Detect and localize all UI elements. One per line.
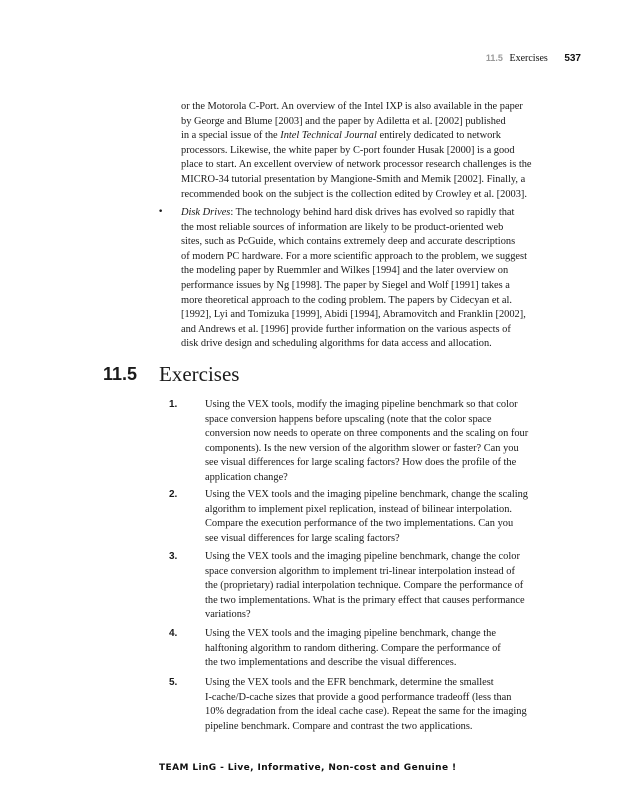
journal-title: Intel Technical Journal	[280, 130, 377, 142]
exercise-line: space conversion happens before upscaling (note that the color space	[205, 413, 492, 425]
exercise-line: Compare the execution performance of the two implementations. Can you	[205, 518, 514, 530]
exercise-text	[205, 676, 583, 734]
exercise-text	[205, 550, 583, 623]
exercise-line: Using the VEX tools and the imaging pipeline benchmark, change the	[205, 628, 496, 639]
exercise-number: 4.	[169, 628, 178, 639]
exercise-line: see visual differences for large scaling factors? How does the profile of the	[205, 457, 517, 469]
bullet-line: sites, such as PcGuide, which contains extremely deep and accurate descriptions	[181, 236, 516, 248]
exercise-text	[205, 398, 583, 486]
bullet-text: : The technology behind hard disk drives has evolved so rapidly that	[230, 207, 515, 218]
paragraph-line: MICRO-34 tutorial presentation by Mangione-Smith and Memik [2002]. Finally, a	[181, 173, 526, 185]
bullet-item-disk-drives	[181, 206, 583, 352]
bullet-term: Disk Drives	[181, 207, 231, 218]
bullet-line: disk drive design and scheduling algorithms for data access and allocation.	[181, 338, 492, 350]
exercise-text	[205, 488, 583, 546]
bullet-line	[181, 206, 583, 221]
bullet-line: and Andrews et al. [1996] provide further information on the various aspects of	[181, 323, 511, 335]
exercise-line: variations?	[205, 609, 251, 621]
paragraph-line: processors. Likewise, the white paper by C-port founder Husak [2000] is a good	[181, 144, 515, 156]
exercise-number: 5.	[169, 677, 178, 688]
exercise-number: 3.	[169, 551, 178, 562]
page-number: 537	[564, 53, 581, 64]
exercise-line: the (proprietary) radial interpolation technique. Compare the performance of	[205, 580, 524, 592]
exercise-text	[205, 627, 583, 671]
running-head-section-number: 11.5	[485, 53, 503, 63]
exercise-line: the two implementations. What is the primary effect that causes performance	[205, 594, 525, 606]
exercise-line: the two implementations and describe the visual differences.	[205, 657, 457, 669]
exercise-line: I-cache/D-cache sizes that provide a good performance tradeoff (less than	[205, 691, 512, 703]
section-number: 11.5	[103, 364, 138, 384]
bullet-line: performance issues by Ng [1998]. The paper by Siegel and Wolf [1991] takes a	[181, 279, 510, 291]
exercise-line: Using the VEX tools and the EFR benchmark, determine the smallest	[205, 677, 494, 688]
running-head	[486, 53, 581, 64]
paragraph-text: in a special issue of the	[181, 130, 281, 142]
paragraph-line: or the Motorola C-Port. An overview of the Intel IXP is also available in the paper	[181, 101, 523, 112]
exercise-line: pipeline benchmark. Compare and contrast the two applications.	[205, 720, 473, 732]
section-title: Exercises	[159, 362, 240, 386]
exercise-line: Using the VEX tools and the imaging pipeline benchmark, change the color	[205, 551, 520, 562]
paragraph-line	[181, 129, 583, 144]
exercise-line: Using the VEX tools, modify the imaging pipeline benchmark so that color	[205, 399, 518, 410]
exercise-line: see visual differences for large scaling factors?	[205, 532, 400, 544]
bullet-line: of modern PC hardware. For a more scientific approach to the problem, we suggest	[181, 250, 527, 262]
exercise-line: conversion now needs to operate on three components and the scaling on four	[205, 428, 529, 440]
continuation-paragraph	[181, 100, 583, 202]
bullet-line: [1992], Lyi and Tomizuka [1999], Abidi [1994], Abramovitch and Franklin [2002],	[181, 309, 526, 321]
exercise-line: application change?	[205, 471, 288, 483]
exercise-line: components). Is the new version of the algorithm slower or faster? Can you	[205, 442, 519, 454]
running-head-section-title: Exercises	[509, 53, 548, 64]
bullet-line: the most reliable sources of information are likely to be product-oriented web	[181, 221, 504, 233]
bullet-line: more theoretical approach to the coding problem. The papers by Cidecyan et al.	[181, 294, 513, 306]
bullet-mark: •	[158, 207, 164, 217]
paragraph-line: recommended book on the subject is the collection edited by Crowley et al. [2003].	[181, 188, 527, 200]
footer-watermark: TEAM LinG - Live, Informative, Non-cost and Genuine !	[159, 763, 457, 773]
exercise-line: 10% degradation from the ideal cache case). Repeat the same for the imaging	[205, 706, 527, 718]
exercise-number: 1.	[169, 399, 178, 410]
exercise-number: 2.	[169, 489, 178, 500]
paragraph-line: place to start. An excellent overview of network processor research challenges is the	[181, 159, 532, 171]
exercise-line: Using the VEX tools and the imaging pipeline benchmark, change the scaling	[205, 489, 528, 500]
exercise-line: algorithm to implement pixel replication, instead of bilinear interpolation.	[205, 503, 513, 515]
exercise-line: halftoning algorithm to random dithering. Compare the performance of	[205, 642, 501, 654]
paragraph-line: by George and Blume [2003] and the paper by Adiletta et al. [2002] published	[181, 115, 506, 127]
exercise-line: space conversion algorithm to implement tri-linear interpolation instead of	[205, 565, 515, 577]
paragraph-text: entirely dedicated to network	[376, 130, 501, 142]
bullet-line: the modeling paper by Ruemmler and Wilkes [1994] and the later overview on	[181, 265, 509, 277]
